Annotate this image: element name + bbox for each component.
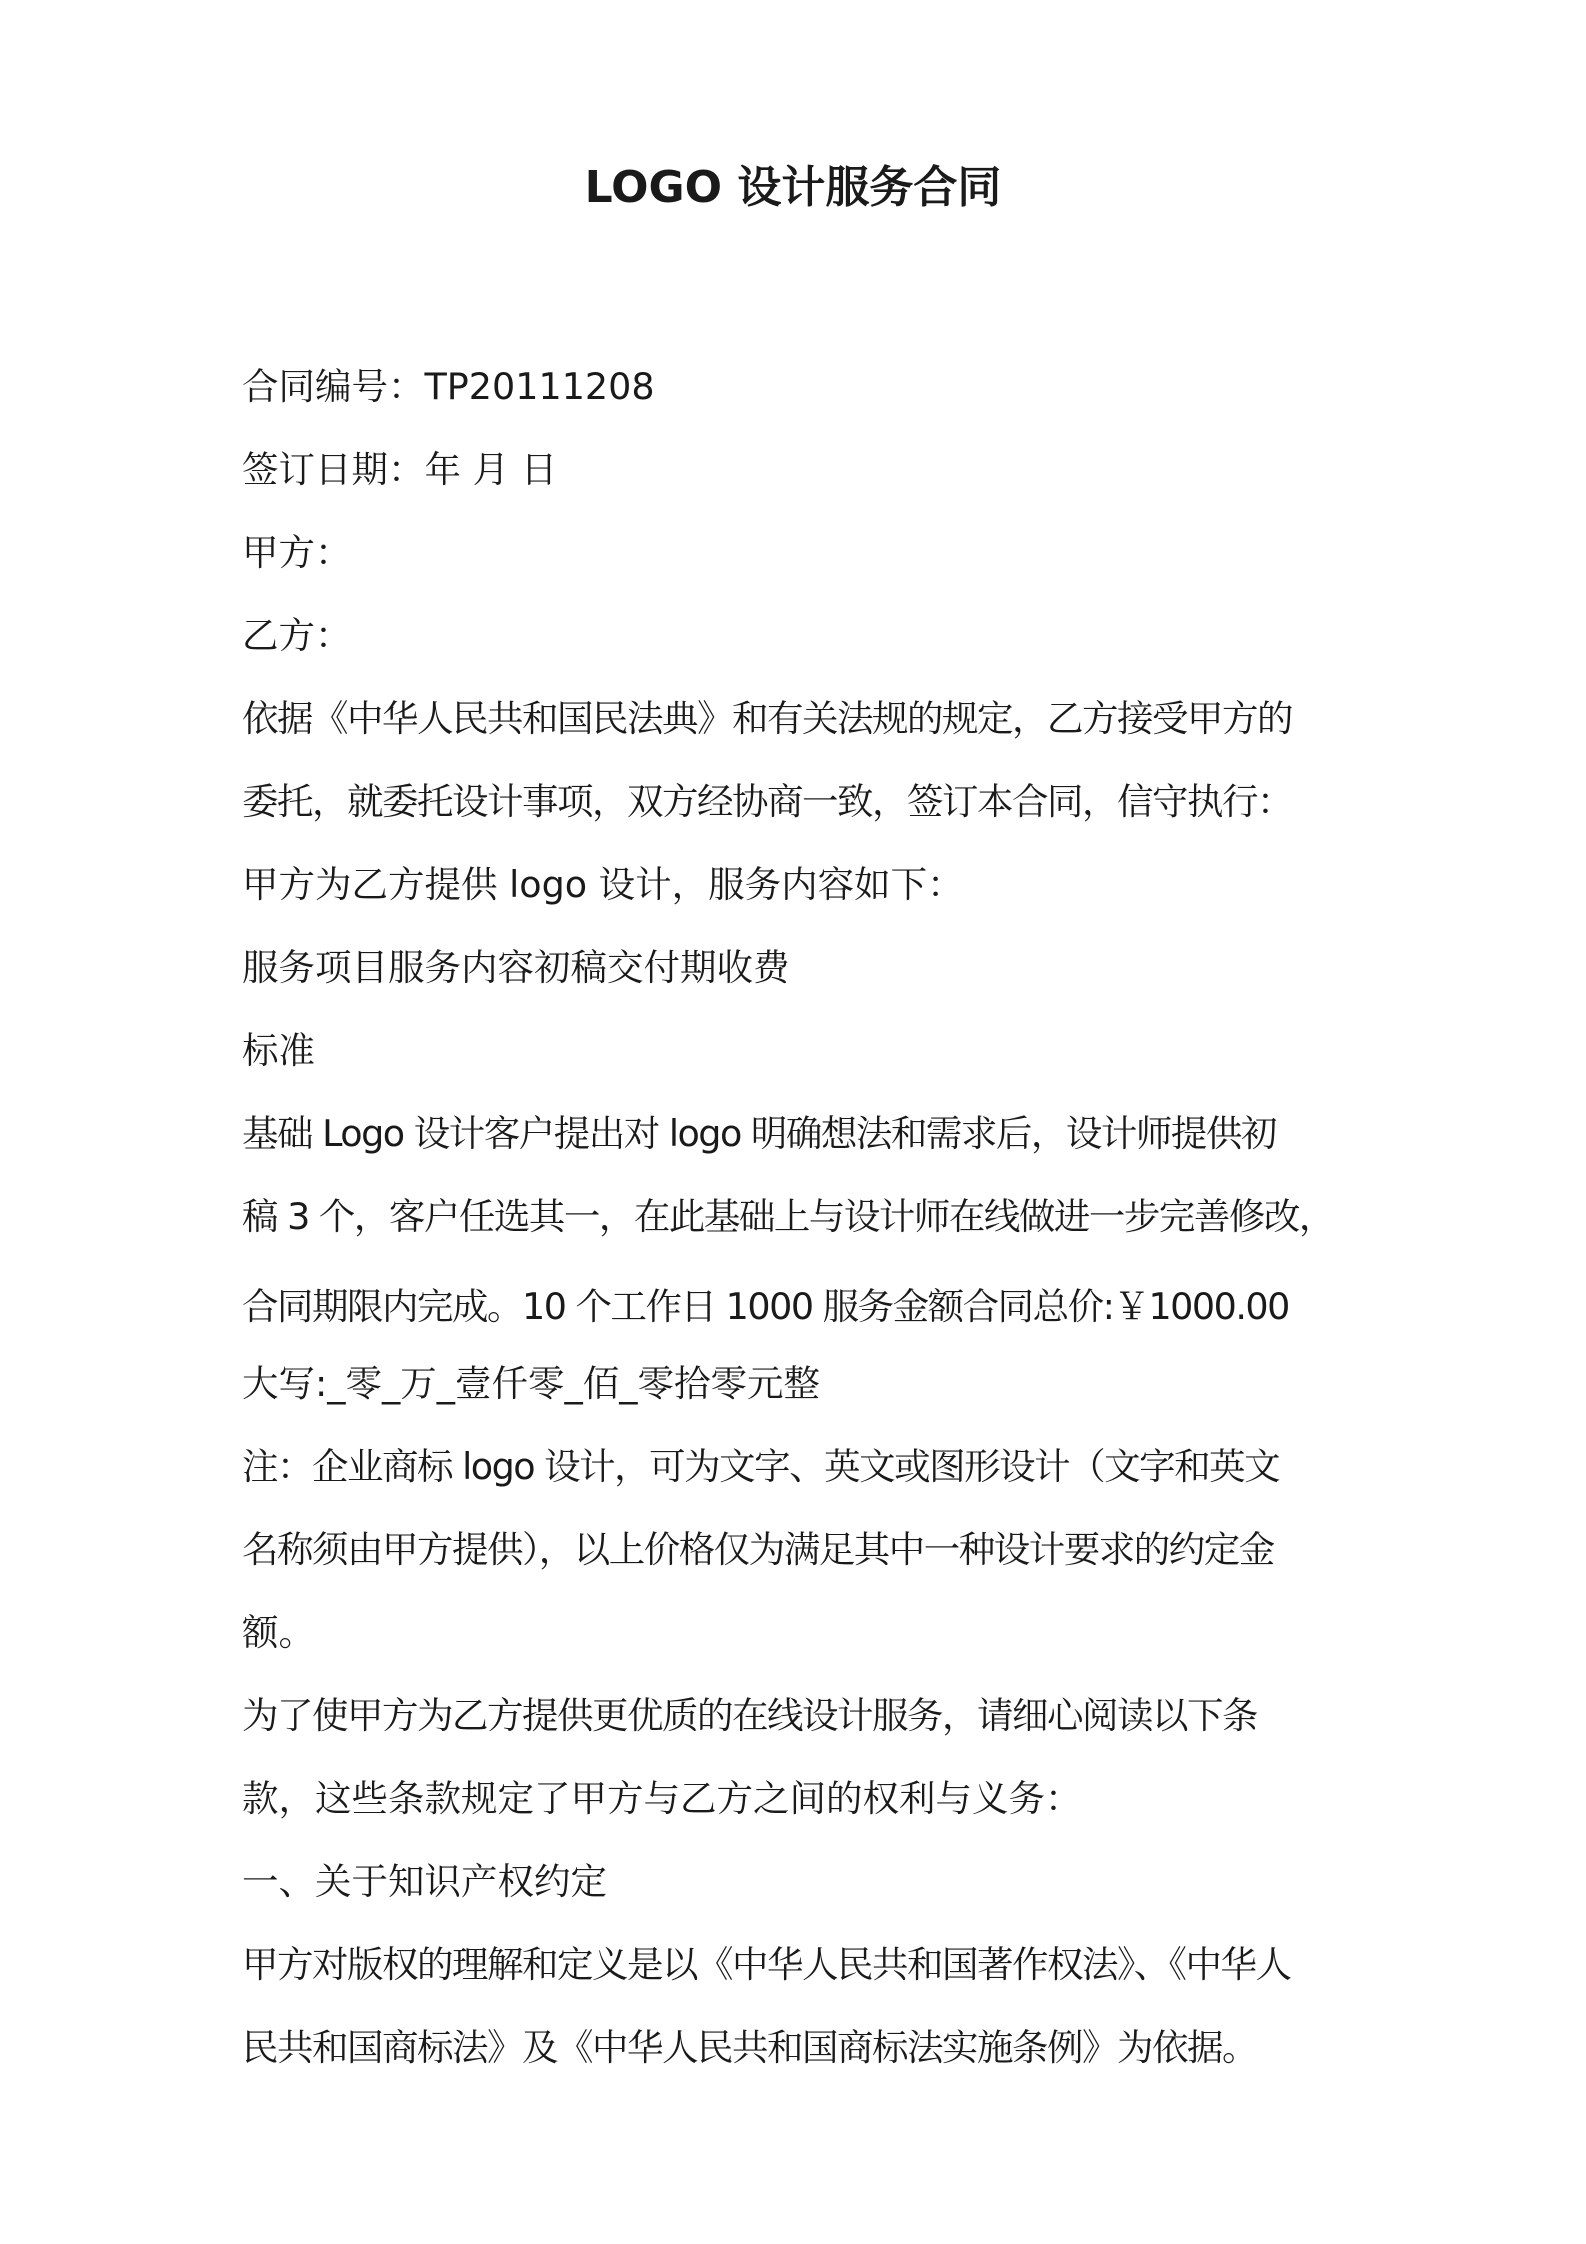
paragraph-line: 甲方为乙方提供 logo 设计，服务内容如下： <box>242 863 964 906</box>
party-a-line: 甲方： <box>242 531 352 574</box>
paragraph-line: 委托，就委托设计事项，双方经协商一致，签订本合同，信守执行： <box>242 780 1292 823</box>
paragraph-line: 大写:_零_万_壹仟零_佰_零拾零元整 <box>242 1362 821 1405</box>
paragraph-line: 稿 3 个，客户任选其一，在此基础上与设计师在线做进一步完善修改， <box>242 1195 1334 1238</box>
paragraph-line: 合同期限内完成。10 个工作日 1000 服务金额合同总价:￥1000.00 <box>242 1285 1289 1328</box>
paragraph-line: 依据《中华人民共和国民法典》和有关法规的规定，乙方接受甲方的 <box>242 697 1292 740</box>
paragraph-line: 甲方对版权的理解和定义是以《中华人民共和国著作权法》、《中华人 <box>242 1943 1291 1986</box>
party-b-line: 乙方： <box>242 614 352 657</box>
paragraph-line: 基础 Logo 设计客户提出对 logo 明确想法和需求后，设计师提供初 <box>242 1112 1276 1155</box>
contract-number-line: 合同编号：TP20111208 <box>242 365 655 408</box>
paragraph-line: 名称须由甲方提供），以上价格仅为满足其中一种设计要求的约定金 <box>242 1528 1274 1571</box>
paragraph-line: 款，这些条款规定了甲方与乙方之间的权利与义务： <box>242 1777 1082 1820</box>
paragraph-line: 服务项目服务内容初稿交付期收费 <box>242 946 790 989</box>
paragraph-line: 为了使甲方为乙方提供更优质的在线设计服务，请细心阅读以下条 <box>242 1694 1257 1737</box>
paragraph-line: 民共和国商标法》及《中华人民共和国商标法实施条例》为依据。 <box>242 2026 1257 2069</box>
paragraph-line: 注：企业商标 logo 设计，可为文字、英文或图形设计（文字和英文 <box>242 1445 1280 1488</box>
paragraph-line: 标准 <box>242 1029 315 1072</box>
document-title: LOGO 设计服务合同 <box>584 162 1002 213</box>
signing-date-line: 签订日期：年 月 日 <box>242 448 558 491</box>
paragraph-line: 额。 <box>242 1611 315 1654</box>
section-heading: 一、关于知识产权约定 <box>242 1860 607 1903</box>
